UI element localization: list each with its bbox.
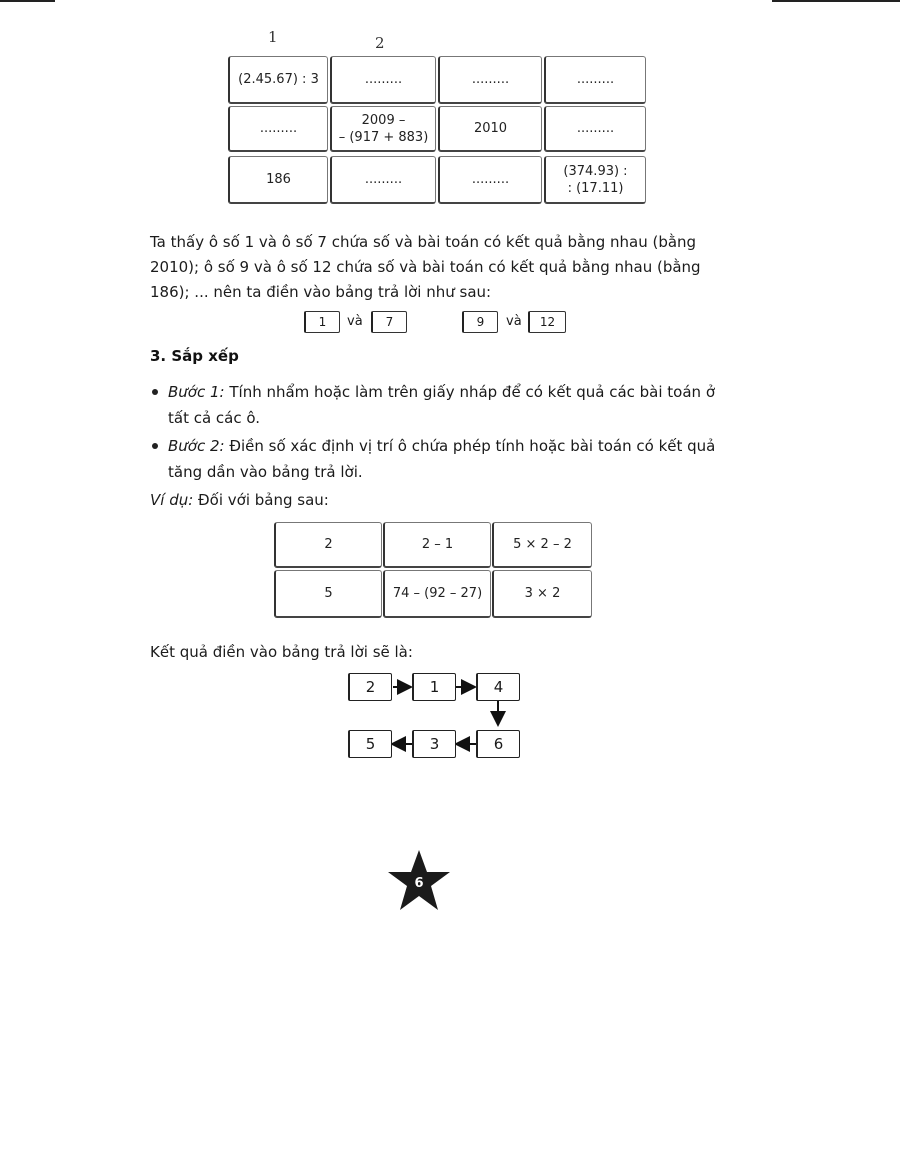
table1-cell: 186 [228, 156, 328, 204]
table2-cell: 3 × 2 [492, 570, 592, 618]
step-2 [168, 433, 728, 485]
table2-cell: 2 – 1 [383, 522, 491, 568]
example-text: Đối với bảng sau: [193, 491, 329, 509]
handwritten-number-2: 2 [375, 34, 385, 52]
result-text: Kết quả điền vào bảng trả lời sẽ là: [150, 643, 413, 661]
flow-box: 2 [348, 673, 392, 701]
step-text: Điền số xác định vị trí ô chứa phép tính hoặc bài toán có kết quả tăng dần vào bảng trả lời. [168, 437, 716, 481]
answer-joiner: và [506, 314, 522, 329]
flow-box: 3 [412, 730, 456, 758]
table2-cell: 5 [274, 570, 382, 618]
step-text: Tính nhẩm hoặc làm trên giấy nháp để có kết quả các bài toán ở tất cả các ô. [168, 383, 716, 427]
table1-cell: ......... [544, 56, 646, 104]
table1-cell: (2.45.67) : 3 [228, 56, 328, 104]
answer-box: 1 [304, 311, 340, 333]
step-label: Bước 1: [168, 383, 225, 401]
top-rule-left [0, 0, 55, 2]
answer-joiner: và [347, 314, 363, 329]
example-line [150, 488, 730, 513]
answer-box: 9 [462, 311, 498, 333]
section-heading: 3. Sắp xếp [150, 347, 239, 365]
example-label: Ví dụ: [150, 491, 194, 509]
table2-cell: 2 [274, 522, 382, 568]
answer-box: 7 [371, 311, 407, 333]
top-rule-right [772, 0, 900, 2]
flow-box: 6 [476, 730, 520, 758]
table1-cell: ......... [330, 156, 436, 204]
table2-cell: 74 – (92 – 27) [383, 570, 491, 618]
table1-cell: ......... [438, 156, 542, 204]
bullet-icon [152, 443, 158, 449]
table1-cell: ......... [330, 56, 436, 104]
table1-cell: 2009 – – (917 + 883) [330, 106, 436, 152]
page-number: 6 [414, 876, 424, 891]
table2-cell: 5 × 2 – 2 [492, 522, 592, 568]
table1-cell: ......... [228, 106, 328, 152]
table1-cell: (374.93) : : (17.11) [544, 156, 646, 204]
table1-cell: ......... [438, 56, 542, 104]
flow-box: 4 [476, 673, 520, 701]
flow-box: 5 [348, 730, 392, 758]
handwritten-number-1: 1 [268, 28, 278, 46]
flow-box: 1 [412, 673, 456, 701]
explanation-paragraph: Ta thấy ô số 1 và ô số 7 chứa số và bài toán có kết quả bằng nhau (bằng 2010); ô số 9 và ô số 12 chứa số và bài toán có kết quả bằng nhau (bằng 186); ... nên ta điền vào bảng trả lời như sau: [150, 233, 701, 301]
bullet-icon [152, 389, 158, 395]
table1-cell: ......... [544, 106, 646, 152]
page-number-star-icon [386, 848, 452, 914]
table1-cell: 2010 [438, 106, 542, 152]
answer-box: 12 [528, 311, 566, 333]
step-1 [168, 379, 728, 431]
step-label: Bước 2: [168, 437, 225, 455]
